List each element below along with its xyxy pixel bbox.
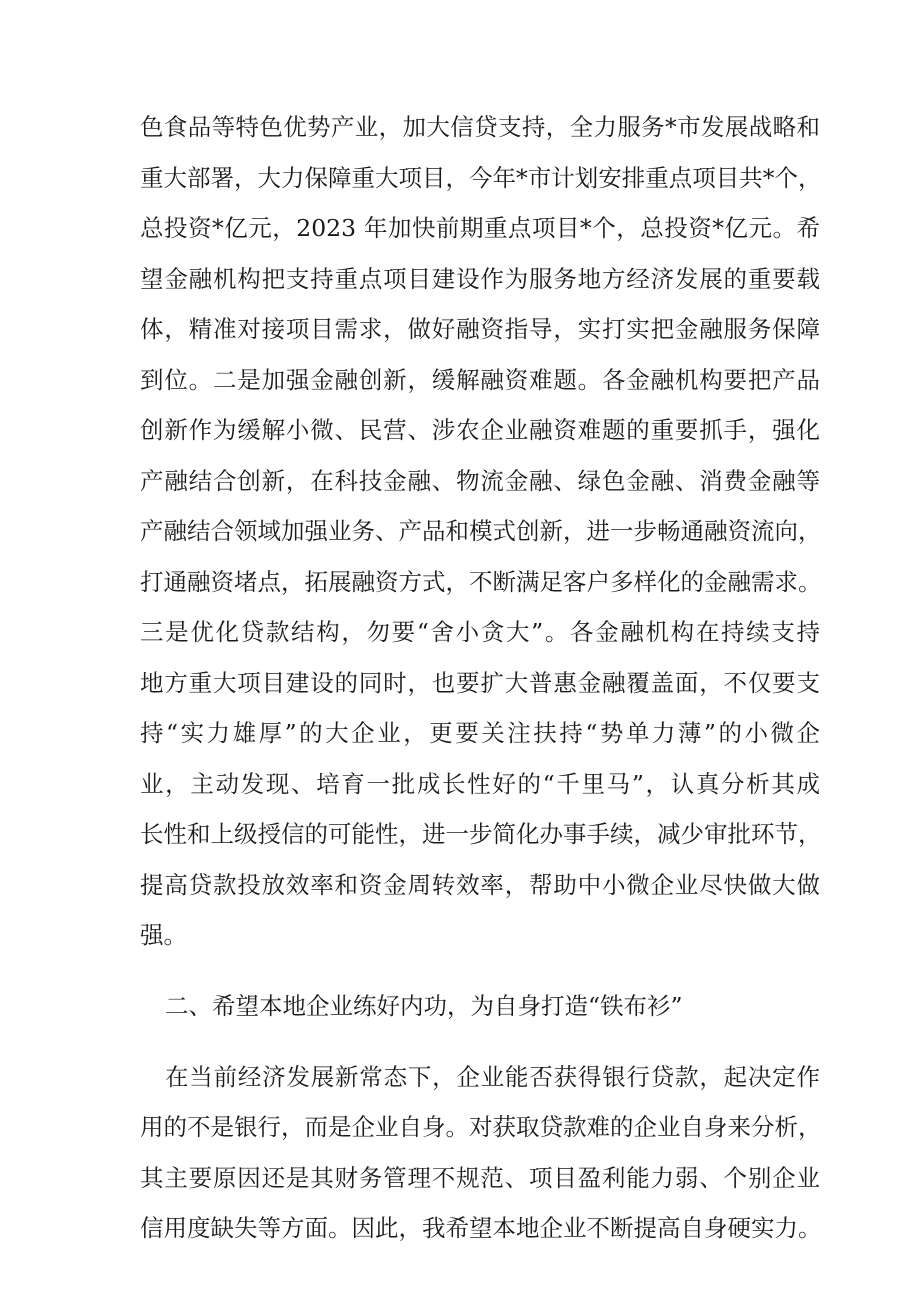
paragraph-line: 三是优化贷款结构，勿要“舍小贪大”。各金融机构在持续支持: [140, 618, 820, 646]
paragraph-line: 到位。二是加强金融创新，缓解融资难题。各金融机构要把产品: [140, 366, 820, 394]
paragraph-line: 产融结合领域加强业务、产品和模式创新，进一步畅通融资流向，: [140, 517, 822, 545]
paragraph-line: 体，精准对接项目需求，做好融资指导，实打实把金融服务保障: [140, 315, 820, 343]
paragraph-line: 色食品等特色优势产业，加大信贷支持，全力服务*市发展战略和: [140, 113, 820, 141]
paragraph-line: 业，主动发现、培育一批成长性好的“千里马”，认真分析其成: [140, 770, 820, 798]
paragraph-line: 产融结合创新，在科技金融、物流金融、绿色金融、消费金融等: [140, 467, 820, 495]
paragraph-line: 创新作为缓解小微、民营、涉农企业融资难题的重要抓手，强化: [140, 416, 820, 444]
paragraph-line: 长性和上级授信的可能性，进一步简化办事手续，减少审批环节，: [140, 820, 822, 848]
paragraph-line: 总投资*亿元，2023 年加快前期重点项目*个，总投资*亿元。希: [140, 214, 820, 242]
paragraph-line: 持“实力雄厚”的大企业，更要关注扶持“势单力薄”的小微企: [140, 719, 820, 747]
paragraph-line: 在当前经济发展新常态下，企业能否获得银行贷款，起决定作: [165, 1063, 820, 1091]
paragraph-line: 地方重大项目建设的同时，也要扩大普惠金融覆盖面，不仅要支: [140, 669, 820, 697]
section-heading: 二、希望本地企业练好内功，为自身打造“铁布衫”: [165, 992, 683, 1020]
paragraph-line: 提高贷款投放效率和资金周转效率，帮助中小微企业尽快做大做: [140, 871, 820, 899]
paragraph-line: 重大部署，大力保障重大项目，今年*市计划安排重点项目共*个，: [140, 164, 822, 192]
paragraph-line: 打通融资堵点，拓展融资方式，不断满足客户多样化的金融需求。: [140, 568, 822, 596]
paragraph-line: 用的不是银行，而是企业自身。对获取贷款难的企业自身来分析，: [140, 1113, 822, 1141]
paragraph-line: 望金融机构把支持重点项目建设作为服务地方经济发展的重要载: [140, 265, 820, 293]
paragraph-line: 强。: [140, 921, 187, 949]
paragraph-line: 信用度缺失等方面。因此，我希望本地企业不断提高自身硬实力。: [140, 1214, 822, 1242]
paragraph-line: 其主要原因还是其财务管理不规范、项目盈利能力弱、个别企业: [140, 1164, 820, 1192]
